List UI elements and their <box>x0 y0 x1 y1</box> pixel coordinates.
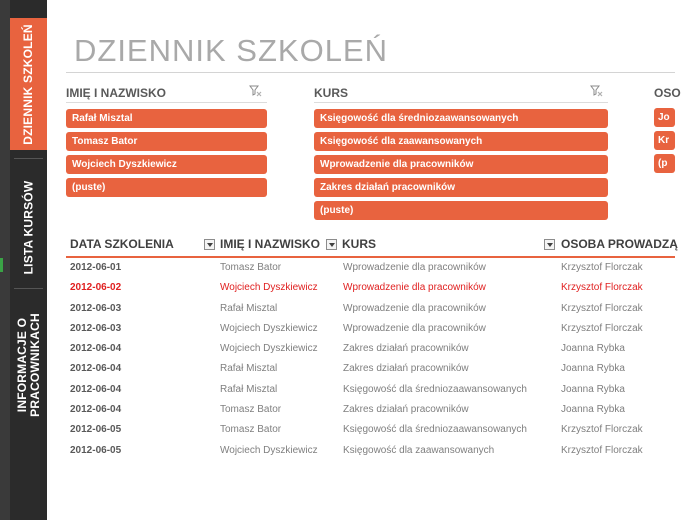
table-row[interactable] <box>66 400 675 420</box>
table-row[interactable] <box>66 441 675 461</box>
table-row[interactable] <box>66 299 675 319</box>
cell-name: Wojciech Dyszkiewicz <box>220 343 318 355</box>
page-title: DZIENNIK SZKOLEŃ <box>74 33 388 68</box>
slicer-item[interactable]: Wprowadzenie dla pracowników <box>314 155 608 174</box>
tab-lista-kursow[interactable] <box>10 165 47 290</box>
cell-course: Księgowość dla średniozaawansowanych <box>343 424 527 436</box>
slicer-item[interactable]: Tomasz Bator <box>66 132 267 151</box>
cell-course: Wprowadzenie dla pracowników <box>343 282 486 294</box>
cell-course: Zakres działań pracowników <box>343 343 469 355</box>
cell-course: Wprowadzenie dla pracowników <box>343 262 486 273</box>
cell-course: Zakres działań pracowników <box>343 363 469 375</box>
slicer-item[interactable]: Zakres działań pracowników <box>314 178 608 197</box>
cell-name: Wojciech Dyszkiewicz <box>220 444 318 456</box>
slicer-item[interactable]: (puste) <box>314 201 608 220</box>
slicer-title: IMIĘ I NAZWISKO <box>66 86 166 100</box>
slicer-item[interactable]: Jo <box>654 108 675 127</box>
cell-date: 2012-06-03 <box>70 322 122 334</box>
slicer-item[interactable]: Wojciech Dyszkiewicz <box>66 155 267 174</box>
cell-course: Księgowość dla średniozaawansowanych <box>343 383 527 395</box>
slicer-header <box>314 84 608 103</box>
slicer-item[interactable]: (puste) <box>66 178 267 197</box>
window-edge <box>0 0 10 520</box>
clear-filter-icon[interactable] <box>590 84 604 98</box>
tab-dziennik-szkolen[interactable] <box>10 18 47 150</box>
slicer-item[interactable]: Księgowość dla zaawansowanych <box>314 132 608 151</box>
slicer-item[interactable]: Kr <box>654 131 675 150</box>
table-row[interactable] <box>66 359 675 379</box>
cell-name: Tomasz Bator <box>220 424 282 436</box>
cell-trainer: Krzysztof Florczak <box>561 322 643 334</box>
table-body <box>66 258 675 461</box>
cell-name: Tomasz Bator <box>220 262 282 273</box>
slicer-header <box>66 84 267 103</box>
slicer-item[interactable]: (p <box>654 154 675 173</box>
tab-divider <box>14 288 43 289</box>
tab-label-line2: PRACOWNIKACH <box>27 313 42 417</box>
cell-trainer: Krzysztof Florczak <box>561 424 643 436</box>
cell-course: Wprowadzenie dla pracowników <box>343 322 486 334</box>
cell-course: Zakres działań pracowników <box>343 404 469 416</box>
tab-label <box>16 313 42 417</box>
column-header-trainer: OSOBA PROWADZĄ <box>561 237 678 251</box>
column-header-course: KURS <box>342 237 377 251</box>
cell-date: 2012-06-05 <box>70 424 122 436</box>
cell-trainer: Krzysztof Florczak <box>561 262 643 273</box>
cell-date: 2012-06-02 <box>70 282 122 294</box>
cell-course: Wprowadzenie dla pracowników <box>343 302 486 314</box>
cell-trainer: Krzysztof Florczak <box>561 282 643 294</box>
sheet-tabs-sidebar <box>10 0 47 520</box>
tab-label: LISTA KURSÓW <box>21 180 36 275</box>
tab-label-line1: INFORMACJE O <box>14 317 29 413</box>
cell-name: Wojciech Dyszkiewicz <box>220 282 318 294</box>
tab-divider <box>14 158 43 159</box>
slicer-item[interactable]: Rafał Misztal <box>66 109 267 128</box>
table-row[interactable] <box>66 380 675 400</box>
cell-date: 2012-06-04 <box>70 363 122 375</box>
cell-name: Rafał Misztal <box>220 363 278 375</box>
cell-name: Rafał Misztal <box>220 383 278 395</box>
table-row[interactable] <box>66 278 675 298</box>
cell-course: Księgowość dla zaawansowanych <box>343 444 495 456</box>
cell-name: Rafał Misztal <box>220 302 278 314</box>
cell-name: Tomasz Bator <box>220 404 282 416</box>
tab-informacje-o-pracownikach[interactable] <box>10 295 47 435</box>
cell-date: 2012-06-04 <box>70 404 122 416</box>
cell-trainer: Krzysztof Florczak <box>561 444 643 456</box>
filter-dropdown-icon[interactable] <box>326 239 337 250</box>
slicer-trainer <box>654 84 681 173</box>
title-divider <box>66 72 675 73</box>
slicer-item[interactable]: Księgowość dla średniozaawansowanych <box>314 109 608 128</box>
filter-dropdown-icon[interactable] <box>204 239 215 250</box>
cell-trainer: Joanna Rybka <box>561 383 625 395</box>
slicer-title: OSO <box>654 86 681 100</box>
column-header-date: DATA SZKOLENIA <box>70 237 174 251</box>
slicer-name <box>66 84 267 197</box>
filter-dropdown-icon[interactable] <box>544 239 555 250</box>
clear-filter-icon[interactable] <box>249 84 263 98</box>
selection-marker <box>0 258 3 272</box>
table-row[interactable] <box>66 258 675 278</box>
slicer-header <box>654 84 681 102</box>
table-row[interactable] <box>66 420 675 440</box>
cell-date: 2012-06-03 <box>70 302 122 314</box>
cell-name: Wojciech Dyszkiewicz <box>220 322 318 334</box>
column-header-name: IMIĘ I NAZWISKO <box>220 237 320 251</box>
table-row[interactable] <box>66 339 675 359</box>
cell-date: 2012-06-04 <box>70 343 122 355</box>
cell-date: 2012-06-05 <box>70 444 122 456</box>
cell-date: 2012-06-01 <box>70 262 122 273</box>
cell-trainer: Joanna Rybka <box>561 363 625 375</box>
cell-trainer: Krzysztof Florczak <box>561 302 643 314</box>
slicer-course <box>314 84 608 220</box>
cell-trainer: Joanna Rybka <box>561 343 625 355</box>
cell-trainer: Joanna Rybka <box>561 404 625 416</box>
slicer-title: KURS <box>314 86 349 100</box>
cell-date: 2012-06-04 <box>70 383 122 395</box>
table-row[interactable] <box>66 319 675 339</box>
tab-label: DZIENNIK SZKOLEŃ <box>21 23 36 145</box>
table-header <box>66 236 678 258</box>
